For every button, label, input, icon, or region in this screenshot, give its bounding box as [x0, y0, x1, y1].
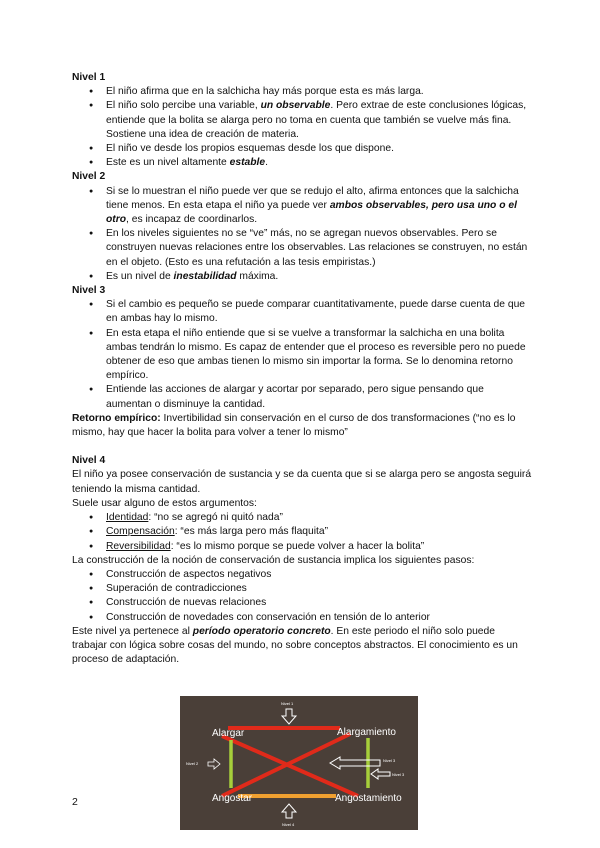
argument-term: Compensación	[106, 526, 175, 538]
emphasis: estable	[229, 157, 266, 169]
list-item: ● El niño ve desde los propios esquemas desde los que dispone.	[106, 142, 532, 156]
list-item: ● Construcción de aspectos negativos	[106, 568, 532, 582]
nivel-4-label: Nivel 4	[282, 822, 295, 827]
nivel-2-list	[72, 185, 532, 284]
text-span: . En este periodo el niño solo puede trabajar con lógica sobre cosas del mundo, no sobre conceptos abstractos. El conocimiento es un proceso de adaptación.	[72, 625, 518, 666]
retorno-empirico-paragraph	[72, 412, 532, 440]
nivel-2-label: Nivel 2	[186, 761, 199, 766]
list-item	[106, 540, 532, 554]
list-item: ● En los niveles siguientes no se “ve” más, no se agregan nuevos observables. Pero se construyen nuevas relaciones entre los observables. Las relaciones se construyen, no están en el objeto. (Esto es una refutación a las tesis empiristas.)	[106, 227, 532, 270]
steps-intro: La construcción de la noción de conservación de sustancia implica los siguientes pasos:	[72, 554, 475, 566]
argument-text: : “es más larga pero más flaquita”	[174, 526, 329, 538]
argument-text: : “no se agregó ni quitó nada”	[148, 512, 283, 524]
argument-term: Reversibilidad	[106, 540, 171, 552]
nivel-3-list	[72, 298, 532, 412]
list-item: ● Construcción de novedades con conservación en tensión de lo anterior	[106, 611, 532, 625]
text-span: El niño solo percibe una variable,	[106, 100, 261, 112]
retorno-label: Retorno empírico:	[72, 412, 161, 424]
retorno-text: Invertibilidad sin conservación en el curso de dos transformaciones (“no es lo mismo, hay que hacer la bolita para volver a tener lo mismo”	[72, 412, 516, 439]
list-item	[106, 525, 532, 539]
list-item: ● Construcción de nuevas relaciones	[106, 596, 532, 610]
diagram-svg	[180, 696, 418, 830]
text-span: Este es un nivel altamente	[106, 157, 230, 169]
list-item	[106, 185, 532, 228]
list-item: ● Entiende las acciones de alargar y acortar por separado, pero sigue pensando que aumentan o disminuye la cantidad.	[106, 383, 532, 411]
arrow-left-icon	[371, 769, 390, 779]
arrow-down-icon	[282, 709, 296, 724]
emphasis: un observable	[260, 100, 331, 112]
list-item: ● Superación de contradicciones	[106, 582, 532, 596]
steps-list	[72, 568, 532, 625]
nivel-1-heading: Nivel 1	[72, 72, 106, 83]
nivel-2-heading: Nivel 2	[72, 171, 106, 183]
arguments-list	[72, 511, 532, 554]
text-span: .	[265, 157, 269, 169]
angostar-label: Angostar	[212, 793, 253, 804]
list-item	[106, 156, 532, 170]
nivel-4-intro: El niño ya posee conservación de sustancia y se da cuenta que si se alarga pero se angosta seguirá teniendo la misma cantidad.	[72, 469, 532, 495]
arrow-right-icon	[208, 759, 220, 769]
spacer	[72, 440, 532, 454]
nivel-3b-label: Nivel 3	[392, 772, 405, 777]
emphasis: período operatorio concreto	[192, 625, 331, 637]
text-span: máxima.	[236, 270, 279, 282]
text-span: Es un nivel de	[106, 270, 174, 282]
text-span: Este nivel ya pertenece al	[72, 625, 193, 637]
nivel-4-heading: Nivel 4	[72, 455, 106, 467]
arrow-left-icon	[330, 757, 380, 769]
list-item	[106, 270, 532, 284]
list-item	[106, 99, 532, 142]
nivel-1-list	[72, 85, 532, 170]
emphasis: inestabilidad	[173, 270, 237, 282]
list-item: ● Si el cambio es pequeño se puede comparar cuantitativamente, puede darse cuenta de que en ambas hay lo mismo.	[106, 298, 532, 326]
nivel-1-label: Nivel 1	[281, 701, 294, 706]
emphasis: ambos observables, pero usa uno o el otro	[106, 199, 517, 226]
alargamiento-label: Alargamiento	[337, 727, 396, 738]
text-span: , es incapaz de coordinarlos.	[126, 214, 258, 226]
page-number: 2	[72, 796, 78, 808]
arguments-intro: Suele usar alguno de estos argumentos:	[72, 497, 257, 509]
text-span: Si se lo muestran el niño puede ver que se redujo el alto, afirma entonces que la salchicha tiene menos. En esta etapa el niño ya puede ver	[106, 185, 519, 211]
alargar-label: Alargar	[212, 728, 245, 739]
argument-term: Identidad	[106, 512, 149, 524]
document-body	[72, 71, 532, 667]
arrow-up-icon	[282, 804, 296, 818]
argument-text: : “es lo mismo porque se puede volver a hacer la bolita”	[170, 540, 425, 552]
text-span: . Pero extrae de este conclusiones lógicas, entiende que la bolita se alarga pero no toma en cuenta que también se vuelve más fina. Sostiene una idea de creación de materia.	[106, 100, 527, 140]
angostamiento-label: Angostamiento	[335, 793, 402, 804]
conservation-diagram	[180, 696, 418, 830]
list-item: ● En esta etapa el niño entiende que si se vuelve a transformar la salchicha en una bolita ambas tendrán lo mismo. Es capaz de entender que el proceso es reversible pero no puede obtener de eso que ambas tienen lo mismo sin importar la forma. Se lo denomina retorno empírico.	[106, 327, 532, 384]
list-item	[106, 511, 532, 525]
list-item: ● El niño afirma que en la salchicha hay más porque esta es más larga.	[106, 85, 532, 99]
nivel-3-label: Nivel 3	[383, 758, 396, 763]
periodo-paragraph	[72, 625, 532, 668]
nivel-3-heading: Nivel 3	[72, 285, 106, 297]
